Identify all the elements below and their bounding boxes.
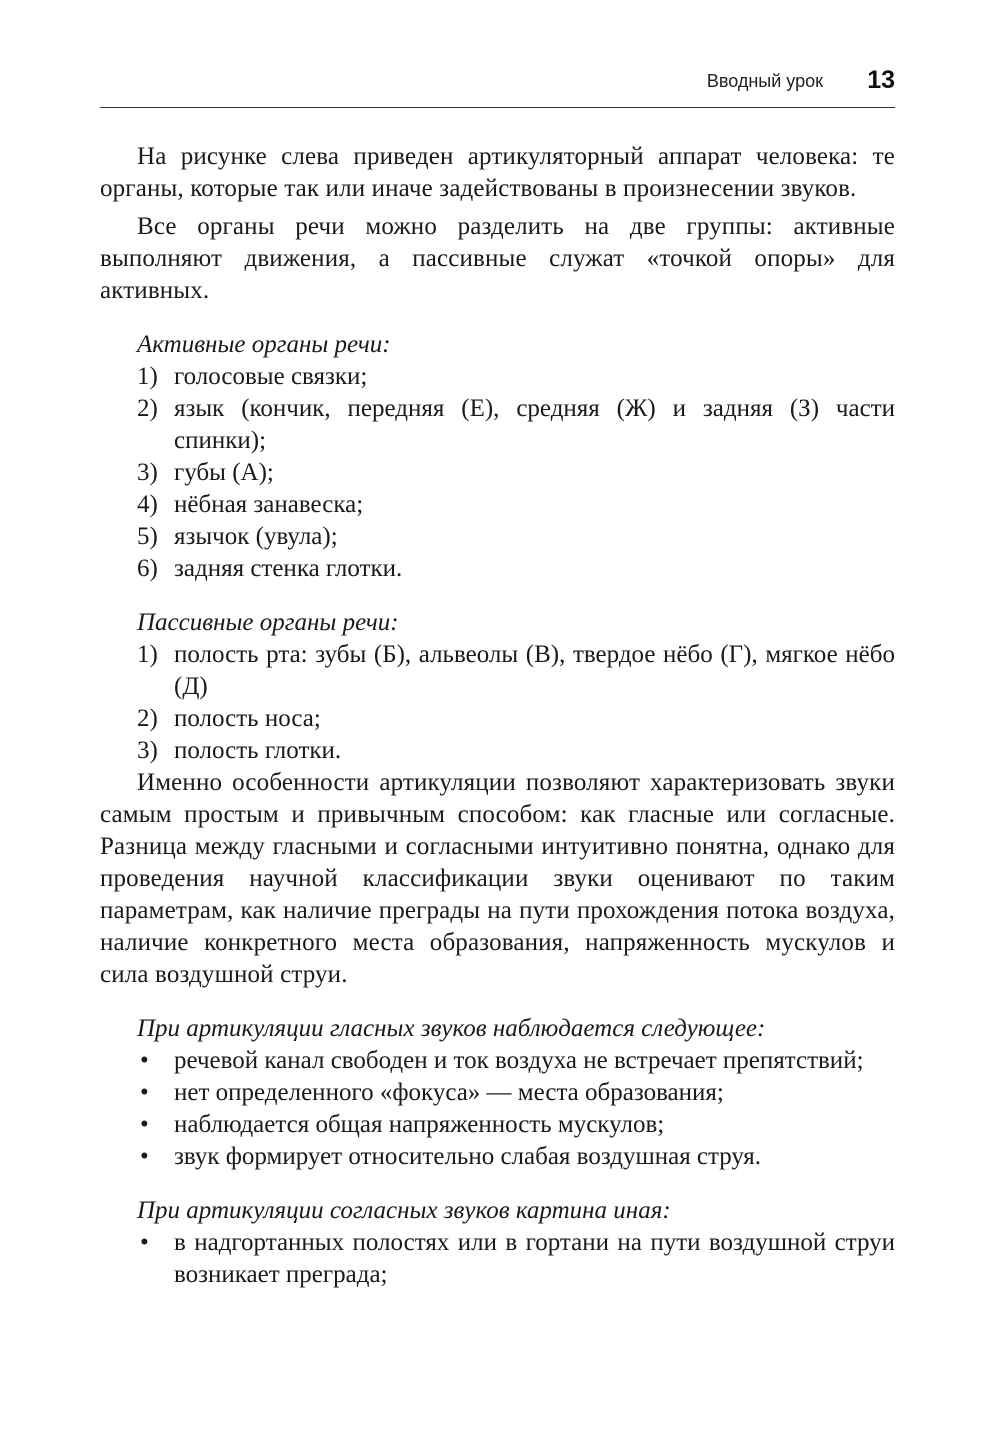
item-number: 2) [137, 395, 158, 422]
page-body [100, 141, 895, 1291]
intro-paragraph-2: Все органы речи можно разделить на две группы: активные выполняют движения, а пассивные служат «точкой опоры» для активных. [100, 213, 895, 304]
item-number: 4) [137, 491, 158, 518]
articulation-paragraph: Именно особенности артикуляции позволяют характеризовать звуки самым простым и привычным способом: как гласные или согласные. Разница между гласными и согласными интуитивно понятна, однако для проведения научной классификации звуки оценивают по таким параметрам, как наличие преграды на пути прохождения потока воздуха, наличие конкретного места образования, напряженность мускулов и сила воздушной струи. [100, 769, 895, 988]
bullet-icon: • [140, 1143, 149, 1170]
item-text: задняя стенка глотки. [174, 555, 403, 582]
item-number: 3) [137, 459, 158, 486]
item-text: язык (кончик, передняя (Е), средняя (Ж) и задняя (З) части спинки); [174, 395, 895, 454]
list-item [100, 1077, 895, 1109]
list-item [100, 393, 895, 457]
intro-paragraph-1: На рисунке слева приведен артикуляторный аппарат человека: те органы, которые так или иначе задействованы в произнесении звуков. [100, 143, 895, 202]
bullet-icon: • [140, 1229, 149, 1256]
running-header [100, 66, 895, 100]
chapter-title: Вводный урок [706, 71, 823, 91]
header-divider [100, 107, 895, 108]
item-number: 1) [137, 363, 158, 390]
item-text: нет определенного «фокуса» — места образования; [174, 1079, 724, 1106]
active-organs-list [100, 361, 895, 585]
item-text: полость глотки. [174, 737, 342, 764]
list-item [100, 639, 895, 703]
item-text: звук формирует относительно слабая воздушная струя. [174, 1143, 762, 1170]
consonants-list [100, 1227, 895, 1291]
item-number: 2) [137, 705, 158, 732]
vowels-heading: При артикуляции гласных звуков наблюдается следующее: [137, 1015, 766, 1042]
item-text: голосовые связки; [174, 363, 368, 390]
item-number: 1) [137, 641, 158, 668]
item-text: губы (А); [174, 459, 274, 486]
list-item [100, 1227, 895, 1291]
item-text: нёбная занавеска; [174, 491, 364, 518]
item-number: 5) [137, 523, 158, 550]
list-item [100, 553, 895, 585]
bullet-icon: • [140, 1111, 149, 1138]
bullet-icon: • [140, 1047, 149, 1074]
item-number: 6) [137, 555, 158, 582]
list-item [100, 489, 895, 521]
vowels-list [100, 1045, 895, 1173]
item-text: наблюдается общая напряженность мускулов; [174, 1111, 665, 1138]
bullet-icon: • [140, 1079, 149, 1106]
passive-organs-heading: Пассивные органы речи: [137, 609, 399, 636]
list-item [100, 1109, 895, 1141]
item-text: речевой канал свободен и ток воздуха не встречает препятствий; [174, 1047, 864, 1074]
list-item [100, 521, 895, 553]
page-number: 13 [867, 66, 895, 94]
active-organs-heading: Активные органы речи: [137, 331, 391, 358]
item-text: полость рта: зубы (Б), альвеолы (В), твердое нёбо (Г), мягкое нёбо (Д) [174, 641, 895, 700]
item-text: в надгортанных полостях или в гортани на пути воздушной струи возникает преграда; [174, 1229, 895, 1288]
list-item [100, 735, 895, 767]
item-text: полость носа; [174, 705, 321, 732]
list-item [100, 1045, 895, 1077]
item-number: 3) [137, 737, 158, 764]
passive-organs-list [100, 639, 895, 767]
item-text: язычок (увула); [174, 523, 338, 550]
consonants-heading: При артикуляции согласных звуков картина иная: [137, 1197, 671, 1224]
list-item [100, 1141, 895, 1173]
list-item [100, 703, 895, 735]
list-item [100, 361, 895, 393]
list-item [100, 457, 895, 489]
